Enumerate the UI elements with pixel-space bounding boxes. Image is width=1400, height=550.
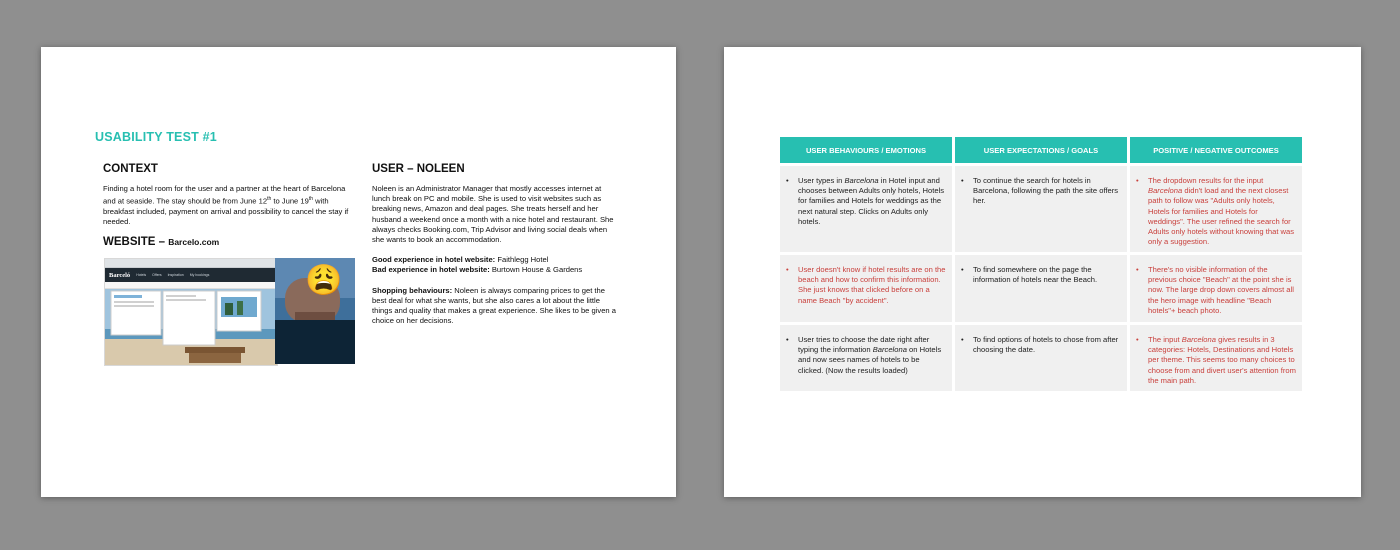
slide-usability-test <box>41 47 676 497</box>
table-cell-expectation: • To find options of hotels to chose from after choosing the date. <box>955 325 1127 391</box>
user-heading: USER – NOLEEN <box>372 163 465 175</box>
slide-title: USABILITY TEST #1 <box>95 130 217 144</box>
website-heading: WEBSITE – Barcelo.com <box>103 236 220 248</box>
table-cell-behaviour: • User types in Barcelona in Hotel input and chooses between Adults only hotels, Hotels for families and Hotels for weddings as the next natural step. Clicks on Adults only hotels. <box>780 166 952 252</box>
context-text: Finding a hotel room for the user and a partner at the heart of Barcelona and at seaside. The stay should be from June 12th to June 19th with breakfast included, payment on arrival and possibility to cancel the stay if needed. <box>103 184 349 227</box>
user-bio: Noleen is an Administrator Manager that mostly accesses internet at lunch break on PC and mobile. She is used to visit websites such as breaking news, Amazon and deal pages. She treats herself and her husband a weekend once a month with a nice hotel and restaurant. She always checks Booking.com, Trip Advisor and living social deals when she wants to book an accommodation. <box>372 184 614 245</box>
table-cell-behaviour: • User doesn't know if hotel results are on the beach and how to confirm this information. She just knows that clicked before on a name Beach "by accident". <box>780 255 952 322</box>
table-cell-expectation: • To find somewhere on the page the information of hotels near the Beach. <box>955 255 1127 322</box>
table-cell-outcome: • The dropdown results for the input Barcelona didn't load and the next closest path to follow was "Adults only hotels, Hotels for families and Hotels for weddings". The user refined the search for Adults only hotels without knowing that was only a suggestion. <box>1130 166 1302 252</box>
table-header-outcomes: POSITIVE / NEGATIVE OUTCOMES <box>1130 137 1302 163</box>
table-cell-behaviour: • User tries to choose the date right after typing the information Barcelona on Hotels and now sees names of hotels to be clicked. (Now the results loaded) <box>780 325 952 391</box>
table-cell-expectation: • To continue the search for hotels in Barcelona, following the path the site offers her. <box>955 166 1127 252</box>
weary-face-icon: 😩 <box>305 264 343 297</box>
table-cell-outcome: • There's no visible information of the previous choice "Beach" at the point she is now. The large drop down covers almost all the hero image with headline "Beach hotels"+ beach photo. <box>1130 255 1302 322</box>
website-hero-image <box>105 289 277 366</box>
table-header-expectations: USER EXPECTATIONS / GOALS <box>955 137 1127 163</box>
barcelo-logo: Barceló <box>109 271 131 279</box>
table-header-behaviours: USER BEHAVIOURS / EMOTIONS <box>780 137 952 163</box>
website-screenshot: Barceló Hotels Offers Inspiration My bookings <box>104 258 278 366</box>
webcam-view <box>275 258 355 364</box>
slide-findings-table <box>724 47 1361 497</box>
table-cell-outcome: • The input Barcelona gives results in 3 categories: Hotels, Destinations and Hotels per theme. This seems too many choices to choose from and divert user's attention from the main path. <box>1130 325 1302 391</box>
context-heading: CONTEXT <box>103 163 158 175</box>
user-profile-text: Noleen is an Administrator Manager that mostly accesses internet at lunch break on PC and mobile. She is used to visit websites such as breaking news, Amazon and deal pages. She treats herself and her husband a weekend once a month with a nice hotel and restaurant. She always checks Booking.com, Trip Advisor and living social deals when she wants to book an accommodation. Good experience in hotel website: Faithlegg Hotel Bad experience in hotel website: Burtown House & Gardens Shopping behaviours: Noleen is always comparing prices to get the best deal for what she wants, but she also cares a lot about the little things and quality that makes a great experience. She likes to be given a choice on her decisions. <box>372 184 620 326</box>
